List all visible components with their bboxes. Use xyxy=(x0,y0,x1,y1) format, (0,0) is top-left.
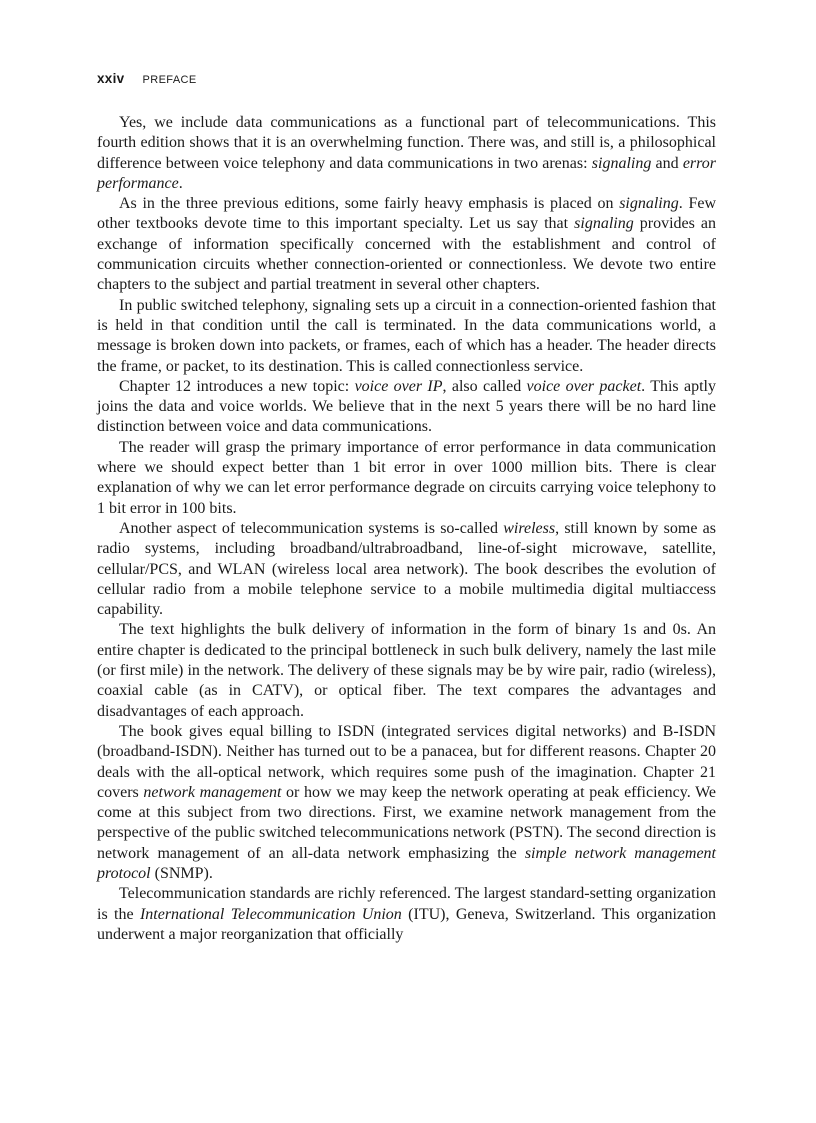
paragraph-error-performance: The reader will grasp the primary importance of error performance in data communication where we should expect better than 1 bit error in over 1000 million bits. There is clear explanation of why we can let error performance degrade on circuits carrying voice telephony to 1 bit error in 100 bits. xyxy=(97,438,716,517)
paragraph-wireless: Another aspect of telecommunication systems is so-called wireless, still known by some as radio systems, including broadband/ultrabroadband, line-of-sight microwave, satellite, cellular/PCS, and WLAN (wireless local area network). The book describes the evolution of cellular radio from a mobile telephone service to a mobile multimedia digital multiaccess capability. xyxy=(97,519,716,619)
paragraph-isdn: The book gives equal billing to ISDN (integrated services digital networks) and B-ISDN (broadband-ISDN). Neither has turned out to be a panacea, but for different reasons. Chapter 20 deals with the all-optical network, which requires some push of the imagination. Chapter 21 covers network management or how we may keep the network operating at peak efficiency. We come at this subject from two directions. First, we examine network management from the perspective of the public switched telecommunications network (PSTN). The second direction is network management of an all-data network emphasizing the simple network management protocol (SNMP). xyxy=(97,722,717,882)
paragraph-signaling-emphasis: As in the three previous editions, some fairly heavy emphasis is placed on signaling. Few other textbooks devote time to this important specialty. Let us say that signaling provides an exchange of information specifically concerned with the establishment and control of communication circuits whether connection-oriented or connectionless. We devote two entire chapters to the subject and partial treatment in several other chapters. xyxy=(97,195,717,294)
book-page xyxy=(97,71,716,945)
paragraph-bulk-delivery: The text highlights the bulk delivery of information in the form of binary 1s and 0s. An entire chapter is dedicated to the principal bottleneck in such bulk delivery, namely the last mile (or first mile) in the network. The delivery of these signals may be by wire pair, radio (wireless), coaxial cable (as in CATV), or optical fiber. The text compares the advantages and disadvantages of each approach. xyxy=(97,621,716,720)
paragraph-public-switched: In public switched telephony, signaling sets up a circuit in a connection-oriented fashion that is held in that condition until the call is terminated. In the data communications world, a message is broken down into packets, or frames, each of which has a header. The header directs the frame, or packet, to its destination. This is called connectionless service. xyxy=(97,296,716,375)
page-header xyxy=(97,71,716,93)
paragraph-standards: Telecommunication standards are richly referenced. The largest standard-setting organization is the International Telecommunication Union (ITU), Geneva, Switzerland. This organization underwent a major reorganization that officially xyxy=(97,885,717,943)
page-number: xxiv xyxy=(97,71,125,86)
paragraph-voice-over-ip: Chapter 12 introduces a new topic: voice over IP, also called voice over packet. This aptly joins the data and voice worlds. We believe that in the next 5 years there will be no hard line distinction between voice and data communications. xyxy=(97,377,716,436)
body-text xyxy=(97,113,716,945)
paragraph-signaling-intro: Yes, we include data communications as a functional part of telecommunications. This fourth edition shows that it is an overwhelming function. There was, and still is, a philosophical difference between voice telephony and data communications in two arenas: signaling and error performance. xyxy=(97,114,716,192)
running-head: PREFACE xyxy=(142,74,197,86)
